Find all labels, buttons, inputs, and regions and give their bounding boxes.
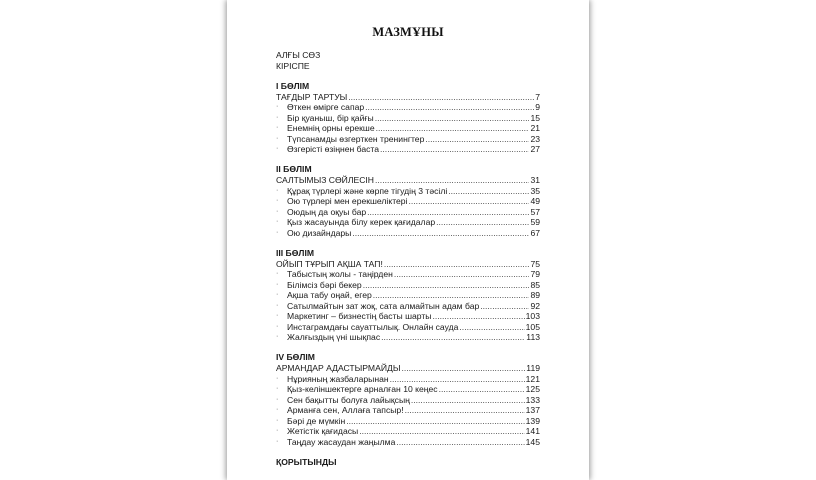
toc-item: [276, 144, 540, 155]
page-number: 75: [530, 258, 540, 269]
item-title: Жетістік қағидасы: [287, 426, 359, 436]
bullet-icon: ·: [276, 228, 279, 236]
item-title: Ою дизайндары: [287, 227, 352, 238]
page-number: 125: [525, 384, 540, 394]
part-heading: I БӨЛІМ: [276, 80, 310, 91]
part-heading: II БӨЛІМ: [276, 164, 312, 174]
toc-item: [276, 311, 540, 322]
page-number: 15: [530, 112, 540, 123]
dot-leader: [480, 301, 529, 312]
item-title: Ақша табу оңай, егер: [287, 290, 372, 300]
table-of-contents: [276, 50, 540, 468]
item-title: Бір қуаныш, бір қайғы: [287, 112, 374, 123]
page-number: 89: [530, 290, 540, 300]
dot-leader: [375, 113, 530, 124]
page-number: 59: [530, 217, 540, 227]
dot-leader: [390, 374, 525, 385]
item-title: Құрақ түрлері және көрпе тігудің 3 тәсілі: [287, 185, 448, 196]
bullet-icon: ·: [276, 145, 279, 152]
dot-leader: [346, 416, 524, 427]
bullet-icon: ·: [276, 186, 279, 194]
item-title: Жалғыздың үні шықпас: [287, 332, 381, 342]
bullet-icon: ·: [276, 301, 279, 309]
introduction-entry: КІРІСПЕ: [276, 60, 310, 71]
item-title: Өзгерісті өзіңнен баста: [287, 144, 380, 154]
dot-leader: [380, 144, 529, 155]
page-title: МАЗМҰНЫ: [372, 25, 444, 39]
item-title: Түпсанамды өзгерткен тренингтер: [287, 133, 425, 144]
chapter-title: ОЙЫП ТҰРЫП АҚША ТАП!: [276, 258, 383, 269]
dot-leader: [459, 322, 524, 333]
toc-part: [276, 164, 540, 238]
bullet-icon: ·: [276, 291, 279, 298]
chapter-entry: [276, 259, 540, 270]
dot-leader: [375, 175, 529, 186]
toc-item: [276, 207, 540, 218]
chapter-title: САЛТЫМЫЗ СӨЙЛЕСІН: [276, 175, 375, 185]
page-number: 79: [530, 269, 540, 279]
toc-item: [276, 228, 540, 239]
document-page: [227, 0, 589, 480]
item-title: Ою түрлері мен ерекшеліктері: [287, 196, 408, 206]
dot-leader: [448, 186, 529, 197]
item-title: Қыз-келіншектерге арналған 10 кеңес: [287, 384, 438, 394]
dot-leader: [432, 311, 524, 322]
bullet-icon: ·: [276, 113, 279, 121]
toc-part: [276, 352, 540, 447]
bullet-icon: ·: [276, 124, 279, 131]
toc-item: [276, 102, 540, 113]
item-title: Инстаграмдағы сауаттылық. Онлайн сауда: [287, 321, 459, 332]
dot-leader: [409, 196, 530, 207]
dot-leader: [352, 228, 529, 239]
part-heading: IV БӨЛІМ: [276, 352, 315, 362]
page-number: 119: [526, 363, 540, 373]
bullet-icon: ·: [276, 197, 279, 204]
item-title: Бәрі де мүмкін: [287, 415, 346, 426]
dot-leader: [401, 363, 525, 374]
item-title: Маркетинг – бизнестің басты шарты: [287, 311, 432, 321]
page-number: 57: [530, 206, 540, 217]
item-title: Нұрияның жазбаларынан: [287, 373, 389, 384]
item-title: Сен бақытты болуға лайықсың: [287, 394, 410, 405]
bullet-icon: ·: [276, 416, 279, 424]
bullet-icon: ·: [276, 322, 279, 330]
toc-item: [276, 196, 540, 207]
bullet-icon: ·: [276, 385, 279, 392]
toc-item: [276, 395, 540, 406]
item-title: Қыз жасауында білу керек қағидалар: [287, 217, 436, 227]
toc-item: [276, 332, 540, 343]
item-title: Оюдың да оқуы бар: [287, 206, 367, 217]
dot-leader: [376, 123, 530, 134]
toc-item: [276, 280, 540, 291]
page-number: 113: [526, 332, 540, 342]
page-number: 139: [525, 415, 540, 426]
page-number: 85: [530, 279, 540, 290]
bullet-icon: ·: [276, 270, 279, 277]
bullet-icon: ·: [276, 103, 279, 110]
dot-leader: [365, 102, 534, 113]
dot-leader: [405, 405, 525, 416]
item-title: Енемнің орны ерекше: [287, 123, 375, 133]
page-number: 103: [525, 311, 540, 321]
toc-item: [276, 217, 540, 228]
page-number: 137: [525, 405, 540, 415]
bullet-icon: ·: [276, 218, 279, 225]
page-number: 49: [530, 196, 540, 206]
toc-item: [276, 290, 540, 301]
toc-item: [276, 384, 540, 395]
dot-leader: [348, 92, 534, 103]
dot-leader: [367, 207, 529, 218]
item-title: Табыстың жолы - таңірден: [287, 269, 393, 279]
bullet-icon: ·: [276, 134, 279, 142]
page-number: 7: [535, 91, 540, 102]
page-number: 133: [525, 394, 540, 405]
dot-leader: [439, 384, 525, 395]
page-number: 92: [530, 300, 540, 311]
item-title: Арманға сен, Аллаға тапсыр!: [287, 405, 404, 415]
dot-leader: [394, 269, 530, 280]
toc-part: [276, 81, 540, 155]
bullet-icon: ·: [276, 207, 279, 215]
toc-item: [276, 374, 540, 385]
chapter-entry: [276, 175, 540, 186]
bullet-icon: ·: [276, 374, 279, 382]
bullet-icon: ·: [276, 333, 279, 340]
dot-leader: [396, 437, 524, 448]
page-number: 9: [535, 102, 540, 112]
page-number: 23: [530, 133, 540, 144]
toc-part: [276, 248, 540, 343]
bullet-icon: ·: [276, 280, 279, 288]
dot-leader: [363, 280, 530, 291]
chapter-entry: [276, 92, 540, 103]
page-number: 145: [525, 436, 540, 447]
dot-leader: [381, 332, 525, 343]
conclusion-heading: ҚОРЫТЫНДЫ: [276, 457, 337, 467]
toc-item: [276, 301, 540, 312]
toc-item: [276, 416, 540, 427]
bullet-icon: ·: [276, 395, 279, 403]
page-number: 31: [530, 175, 540, 185]
part-heading: III БӨЛІМ: [276, 247, 314, 258]
page-number: 141: [525, 426, 540, 436]
page-number: 35: [530, 185, 540, 196]
toc-item: [276, 123, 540, 134]
page-number: 121: [525, 373, 540, 384]
toc-item: [276, 186, 540, 197]
bullet-icon: ·: [276, 427, 279, 434]
chapter-title: АРМАНДАР АДАСТЫРМАЙДЫ: [276, 363, 401, 373]
chapter-entry: [276, 363, 540, 374]
dot-leader: [411, 395, 525, 406]
item-title: Таңдау жасаудан жаңылма: [287, 436, 396, 447]
page-number: 27: [530, 144, 540, 154]
toc-item: [276, 134, 540, 145]
dot-leader: [384, 259, 530, 270]
page-number: 105: [525, 321, 540, 332]
item-title: Өткен өмірге сапар: [287, 102, 365, 112]
dot-leader: [359, 426, 524, 437]
item-title: Білімсіз бәрі бекер: [287, 279, 362, 290]
bullet-icon: ·: [276, 437, 279, 445]
toc-item: [276, 437, 540, 448]
toc-item: [276, 322, 540, 333]
toc-item: [276, 405, 540, 416]
item-title: Сатылмайтын зат жоқ, сата алмайтын адам бар: [287, 300, 480, 311]
foreword-entry: АЛҒЫ СӨЗ: [276, 50, 321, 60]
dot-leader: [425, 134, 529, 145]
dot-leader: [373, 290, 530, 301]
dot-leader: [436, 217, 529, 228]
toc-item: [276, 113, 540, 124]
page-number: 21: [530, 123, 540, 133]
page-number: 67: [530, 227, 540, 238]
bullet-icon: ·: [276, 312, 279, 319]
chapter-title: ТАҒДЫР ТАРТУЫ: [276, 91, 348, 102]
bullet-icon: ·: [276, 406, 279, 413]
toc-item: [276, 269, 540, 280]
toc-item: [276, 426, 540, 437]
